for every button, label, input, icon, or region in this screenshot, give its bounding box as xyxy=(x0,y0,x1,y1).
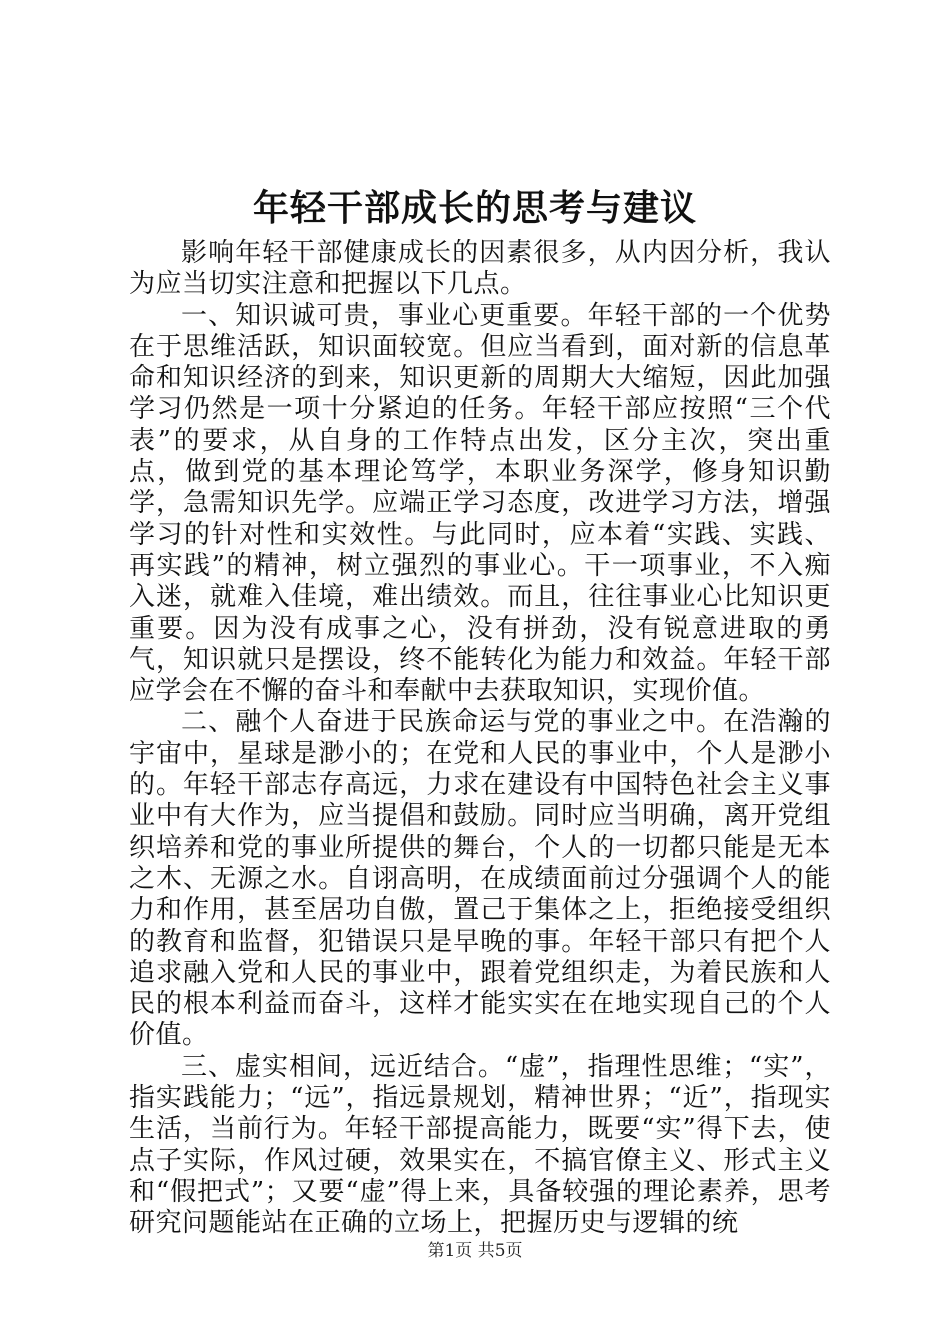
paragraph-section-1: 一、知识诚可贵，事业心更重要。年轻干部的一个优势在于思维活跃，知识面较宽。但应当看到，面对新的信息革命和知识经济的到来，知识更新的周期大大缩短，因此加强学习仍然是一项十分紧迫的任务。年轻干部应按照“三个代表”的要求，从自身的工作特点出发，区分主次，突出重点，做到党的基本理论笃学，本职业务深学，修身知识勤学，急需知识先学。应端正学习态度，改进学习方法，增强学习的针对性和实效性。与此同时，应本着“实践、实践、再实践”的精神，树立强烈的事业心。干一项事业，不入痴入迷，就难入佳境，难出绩效。而且，往往事业心比知识更重要。因为没有成事之心，没有拼劲，没有锐意进取的勇气，知识就只是摆设，终不能转化为能力和效益。年轻干部应学会在不懈的奋斗和奉献中去获取知识，实现价值。 xyxy=(129,300,831,707)
paragraph-section-2: 二、融个人奋进于民族命运与党的事业之中。在浩瀚的宇宙中，星球是渺小的；在党和人民的事业中，个人是渺小的。年轻干部志存高远，力求在建设有中国特色社会主义事业中有大作为，应当提倡和鼓励。同时应当明确，离开党组织培养和党的事业所提供的舞台，个人的一切都只能是无本之木、无源之水。自诩高明，在成绩面前过分强调个人的能力和作用，甚至居功自傲，置己于集体之上，拒绝接受组织的教育和监督，犯错误只是早晚的事。年轻干部只有把个人追求融入党和人民的事业中，跟着党组织走，为着民族和人民的根本利益而奋斗，这样才能实实在在地实现自己的个人价值。 xyxy=(129,707,831,1051)
paragraph-section-3: 三、虚实相间，远近结合。“虚”，指理性思维；“实”，指实践能力；“远”，指远景规划，精神世界；“近”，指现实生活，当前行为。年轻干部提高能力，既要“实”得下去，使点子实际，作风过硬，效果实在，不搞官僚主义、形式主义和“假把式”；又要“虚”得上来，具备较强的理论素养，思考研究问题能站在正确的立场上，把握历史与逻辑的统 xyxy=(129,1051,831,1239)
paragraph-intro: 影响年轻干部健康成长的因素很多，从内因分析，我认为应当切实注意和把握以下几点。 xyxy=(129,238,831,300)
page-footer: 第1页 共5页 xyxy=(427,1241,523,1261)
document-body xyxy=(129,238,831,1240)
page-title: 年轻干部成长的思考与建议 xyxy=(252,187,697,229)
